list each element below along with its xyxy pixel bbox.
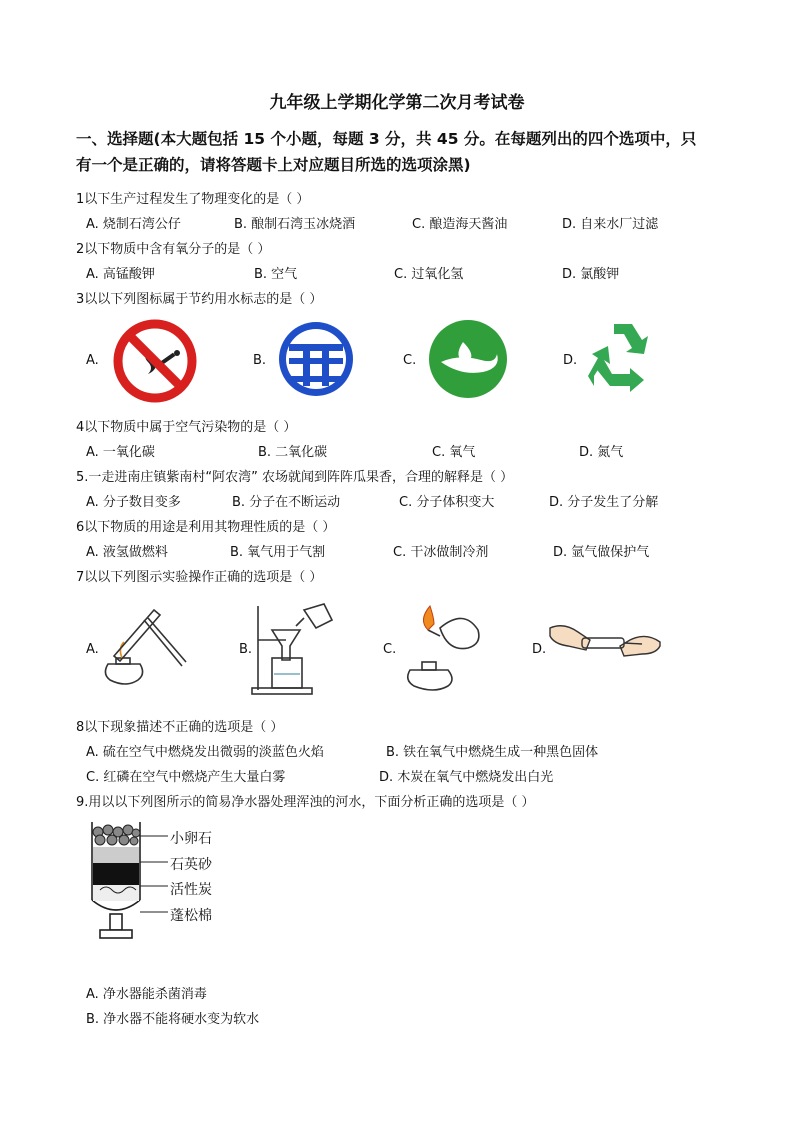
q7-option-c: C. [383,642,397,657]
q7-option-d: D. [532,642,547,657]
filter-leader-lines [140,830,170,920]
q2-option-c: C. 过氧化氢 [394,267,464,282]
q1-option-a: A. 烧制石湾公仔 [86,217,181,232]
q3-option-c: C. [403,353,417,368]
q2-option-b: B. 空气 [254,267,298,282]
q1-option-b: B. 酿制石湾玉冰烧酒 [234,217,356,232]
question-3-stem: 3以以下列图标属于节约用水标志的是（ ） [76,292,323,307]
q8-option-c: C. 红磷在空气中燃烧产生大量白雾 [86,770,286,785]
question-2-stem: 2以下物质中含有氧分子的是（ ） [76,242,271,257]
hands-insert-tube-illustration [548,622,662,674]
q9-option-a: A. 净水器能杀菌消毒 [86,987,207,1002]
q8-option-b: B. 铁在氧气中燃烧生成一种黑色固体 [386,745,599,760]
q1-option-d: D. 自来水厂过滤 [562,217,659,232]
question-1-stem: 1以下生产过程发生了物理变化的是（ ） [76,192,310,207]
q3-option-b: B. [253,353,267,368]
no-fire-icon [112,318,198,404]
section-heading-line2: 有一个是正确的，请将答题卡上对应题目所选的选项涂黑) [76,156,471,174]
q6-option-d: D. 氩气做保护气 [553,545,650,560]
water-saving-blue-icon [275,318,357,400]
page-title: 九年级上学期化学第二次月考试卷 [269,93,525,113]
q5-option-a: A. 分子数目变多 [86,495,181,510]
q2-option-d: D. 氯酸钾 [562,267,620,282]
filtration-illustration [252,600,342,696]
lamp-lighting-illustration [400,600,482,694]
q6-option-b: B. 氧气用于气割 [230,545,326,560]
q9-option-b: B. 净水器不能将硬水变为软水 [86,1012,260,1027]
filter-label-quartz-sand: 石英砂 [170,857,212,873]
q1-option-c: C. 酿造海天酱油 [412,217,508,232]
q4-option-b: B. 二氧化碳 [258,445,328,460]
question-7-stem: 7以以下列图示实验操作正确的选项是（ ） [76,570,323,585]
question-9-stem: 9.用以以下列图所示的简易净水器处理浑浊的河水，下面分析正确的选项是（ ） [76,795,535,810]
q8-option-d: D. 木炭在氧气中燃烧发出白光 [379,770,554,785]
filter-label-activated-carbon: 活性炭 [170,882,212,898]
question-6-stem: 6以下物质的用途是利用其物理性质的是（ ） [76,520,336,535]
question-5-stem: 5.一走进南庄镇紫南村“阿农湾” 农场就闻到阵阵瓜果香，合理的解释是（ ） [76,470,514,485]
question-8-stem: 8以下现象描述不正确的选项是（ ） [76,720,284,735]
q3-option-a: A. [86,353,99,368]
q2-option-a: A. 高锰酸钾 [86,267,155,282]
filter-label-pebbles: 小卵石 [170,831,212,847]
q4-option-a: A. 一氧化碳 [86,445,155,460]
q4-option-d: D. 氮气 [579,445,624,460]
test-tube-heating-illustration [98,600,190,694]
q6-option-a: A. 液氢做燃料 [86,545,168,560]
question-4-stem: 4以下物质中属于空气污染物的是（ ） [76,420,297,435]
filter-label-cotton: 蓬松棉 [170,908,212,924]
q4-option-c: C. 氧气 [432,445,476,460]
q8-option-a: A. 硫在空气中燃烧发出微弱的淡蓝色火焰 [86,745,324,760]
water-drop-green-icon [427,318,509,400]
q5-option-d: D. 分子发生了分解 [549,495,659,510]
recycle-icon [584,320,662,396]
q5-option-c: C. 分子体积变大 [399,495,495,510]
q3-option-d: D. [563,353,578,368]
q7-option-b: B. [239,642,253,657]
q5-option-b: B. 分子在不断运动 [232,495,341,510]
q6-option-c: C. 干冰做制冷剂 [393,545,489,560]
section-heading-line1: 一、选择题(本大题包括 15 个小题，每题 3 分，共 45 分。在每题列出的四个选项中，只 [76,130,697,148]
q7-option-a: A. [86,642,99,657]
